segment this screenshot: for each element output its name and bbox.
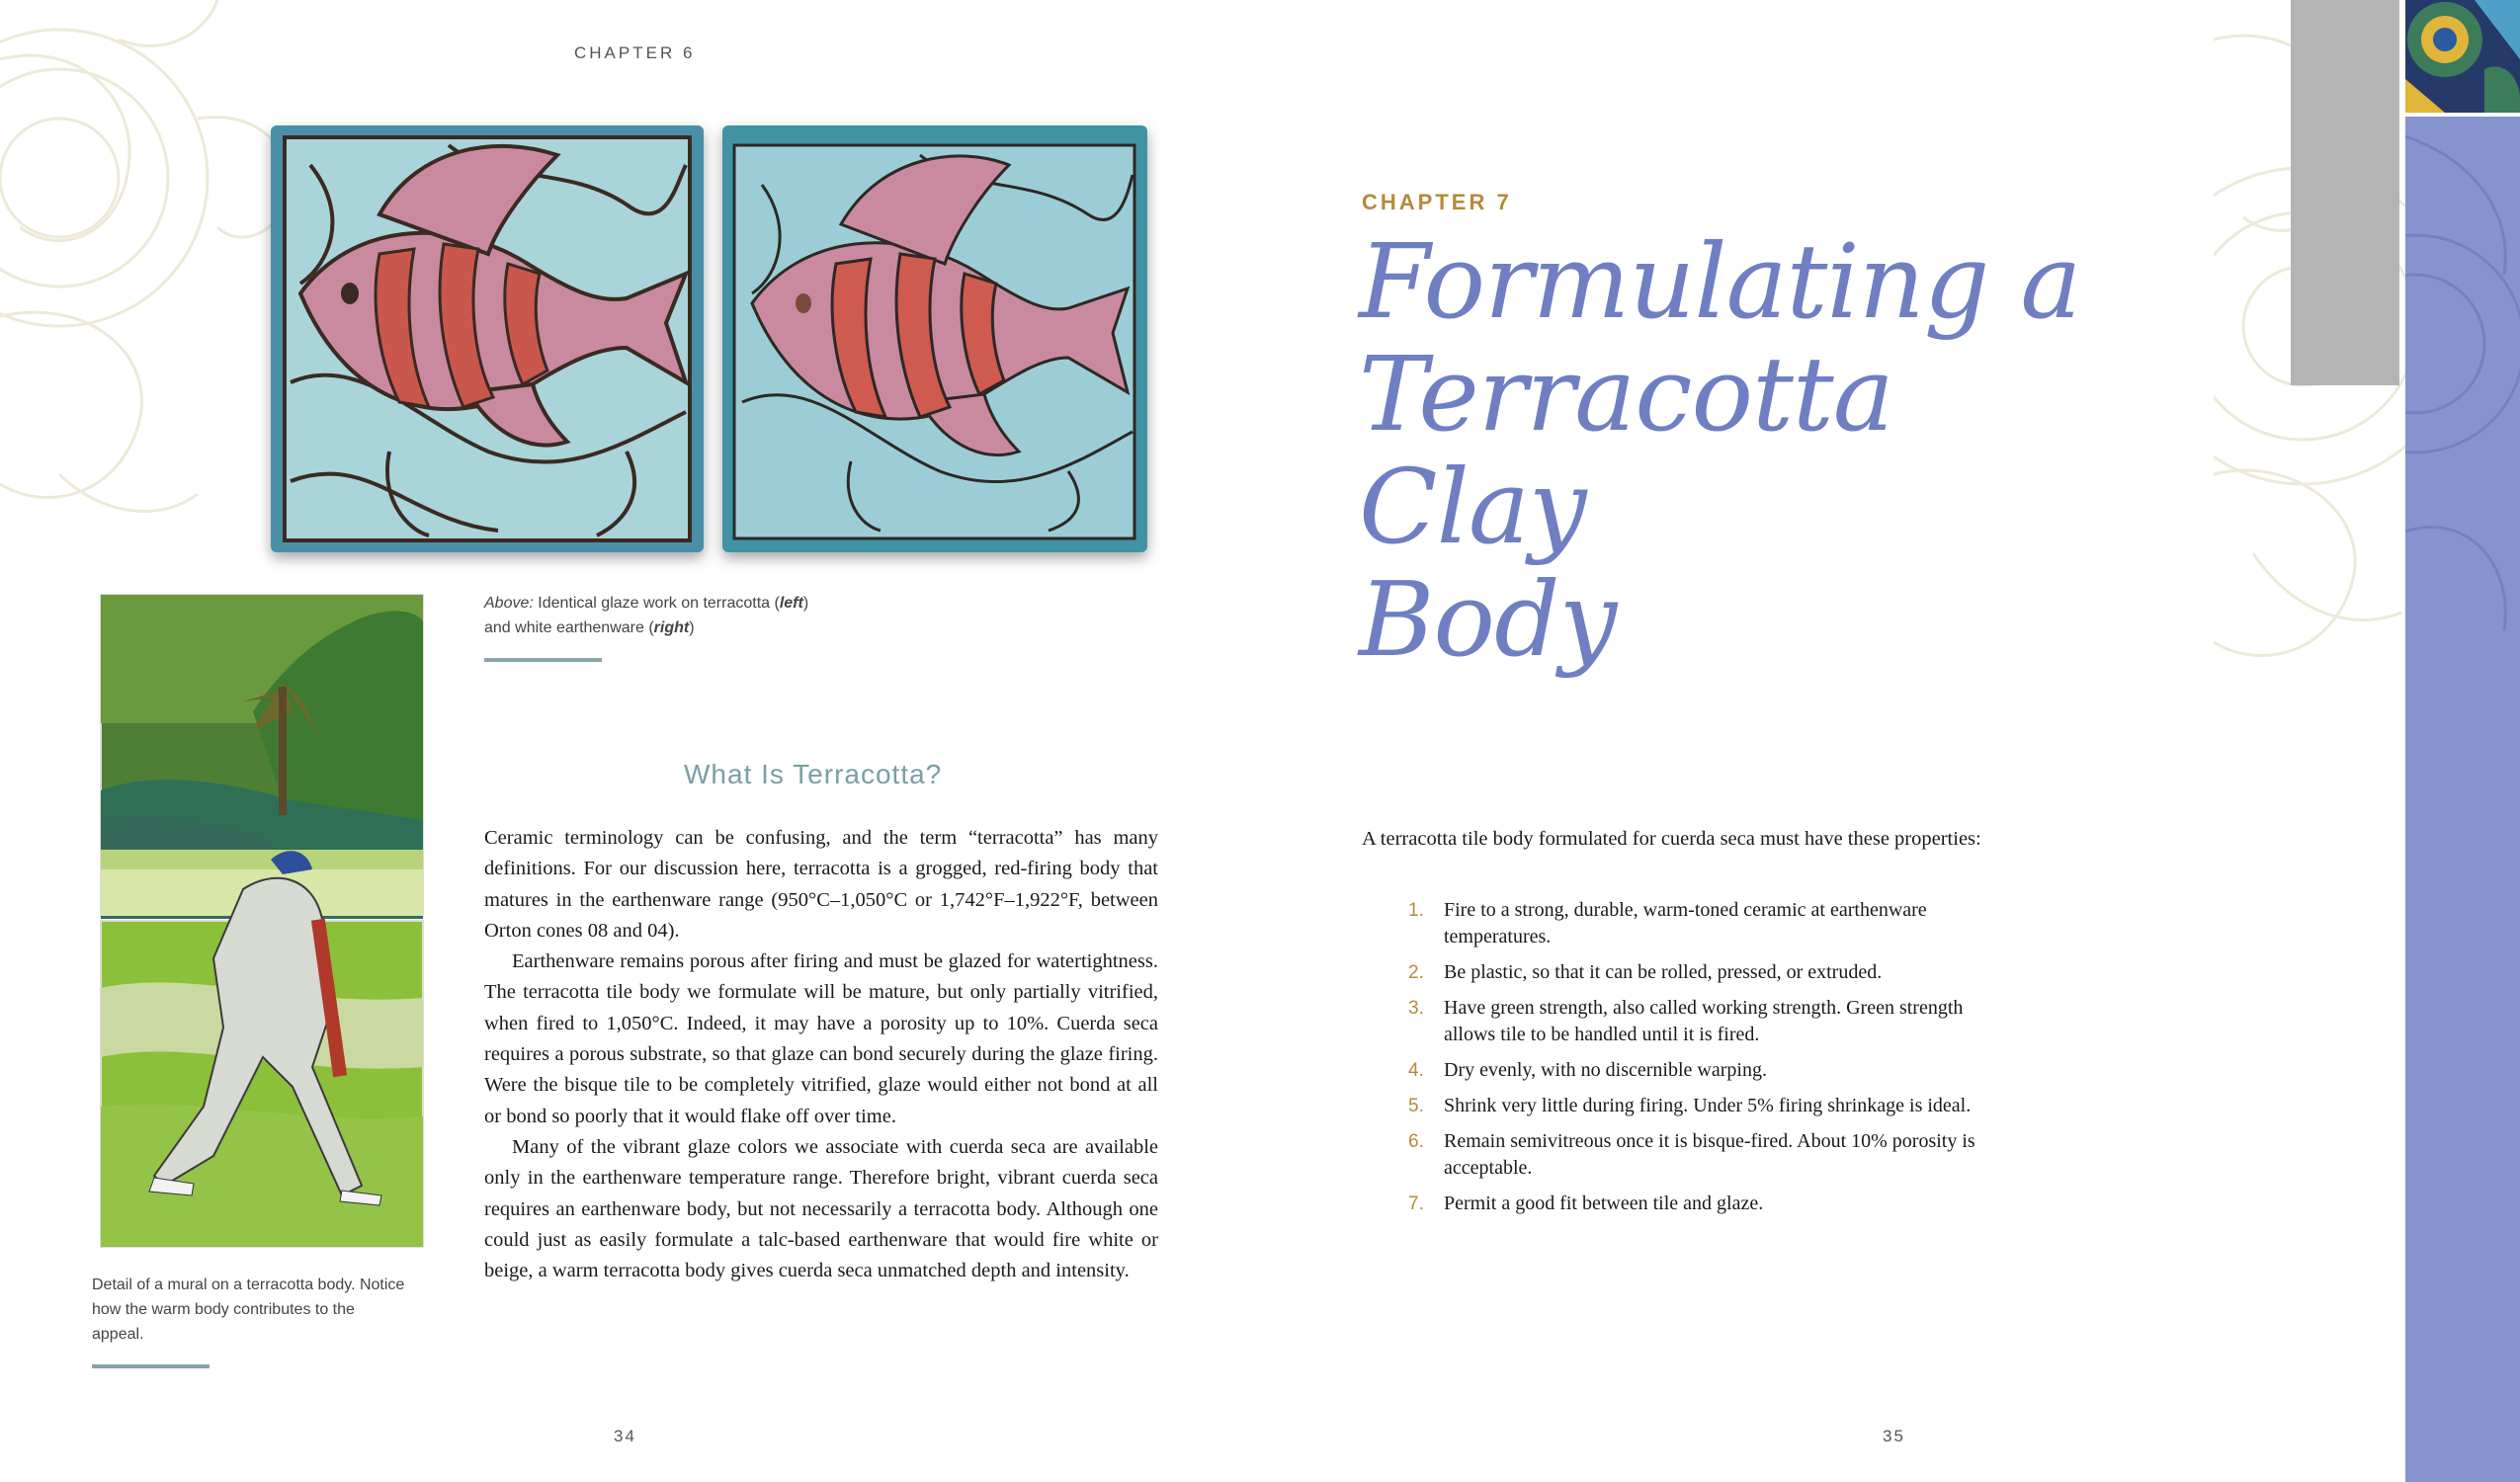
section-heading: What Is Terracotta?	[684, 759, 943, 789]
caption-lead: Above:	[484, 595, 534, 612]
cricket-player-mural	[95, 593, 426, 1249]
page-number-left: 34	[614, 1427, 636, 1445]
caption-rule	[484, 658, 602, 662]
mosaic-pattern	[2405, 0, 2520, 113]
chapter-title	[1359, 221, 2110, 680]
properties-intro: A terracotta tile body formulated for cuerda seca must have these properties:	[1362, 828, 1981, 850]
fish-illustration-earthenware	[722, 125, 1147, 552]
grey-decorative-block	[2291, 0, 2399, 385]
earthenware-fish-tile-image	[722, 125, 1147, 552]
list-item: 3. Have green strength, also called working strength. Green strength allows tile to be handled until it is fired.	[1408, 997, 1964, 1045]
mural-caption: Detail of a mural on a terracotta body. Notice how the warm body contributes to the appeal.	[92, 1276, 405, 1343]
paragraph-1: Ceramic terminology can be confusing, and the term “terracotta” has many definitions. For our discussion here, terracotta is a grogged, red-firing body that matures in the earthenware range (950°C–1,050°C or 1,742°F–1,922°F, between Orton cones 08 and 04).	[484, 827, 1158, 942]
chapter-kicker: CHAPTER 7	[1362, 190, 1512, 214]
list-item: 2. Be plastic, so that it can be rolled, pressed, or extruded.	[1408, 961, 1883, 983]
list-item: 1. Fire to a strong, durable, warm-toned ceramic at earthenware temperatures.	[1408, 899, 1927, 947]
chapter-title-line-1: Formulating a	[1359, 221, 2081, 342]
paragraph-2: Earthenware remains porous after firing and must be glazed for watertightness. The terracotta tile body we formulate will be mature, but only partially vitrified, when fired to 1,050°C. Indeed, it may have a porosity up to 10%. Cuerda seca requires a porous substrate, so that glaze can bond securely during the glaze firing. Were the bisque tile to be completely vitrified, glaze would either not bond at all or bond so poorly that it would flake off over time.	[484, 950, 1158, 1127]
chapter-title-line-3: Body	[1359, 559, 1617, 680]
band-ornament	[2405, 117, 2520, 709]
page-number-right: 35	[1883, 1427, 1905, 1445]
running-head: CHAPTER 6	[574, 43, 696, 62]
blue-side-band	[2405, 117, 2520, 1482]
mural-detail-image	[95, 593, 426, 1249]
right-page	[1260, 0, 2520, 1482]
body-text	[484, 823, 1158, 1286]
tile-comparison-caption: Above: Identical glaze work on terracotta (left) and white earthenware (right)	[484, 595, 809, 636]
list-item: 7. Permit a good fit between tile and glaze.	[1408, 1193, 1764, 1214]
mural-caption-rule	[92, 1364, 210, 1368]
list-item: 6. Remain semivitreous once it is bisque-fired. About 10% porosity is acceptable.	[1408, 1130, 1975, 1179]
list-item: 5. Shrink very little during firing. Under 5% firing shrinkage is ideal.	[1408, 1095, 1972, 1116]
properties-list	[1398, 897, 2011, 1226]
paragraph-3: Many of the vibrant glaze colors we associate with cuerda seca are available only in the earthenware temperature range. Therefore bright, vibrant cuerda seca requires an earthenware body, but not necessarily a terracotta body. Although one could just as easily formulate a talc-based earthenware that would fire white or beige, a warm terracotta body gives cuerda seca unmatched depth and intensity.	[484, 1135, 1158, 1282]
chapter-title-line-2: Terracotta Clay	[1359, 334, 1893, 567]
fish-illustration-terracotta	[271, 125, 704, 552]
list-item: 4. Dry evenly, with no discernible warping.	[1408, 1059, 1767, 1081]
terracotta-fish-tile-image	[271, 125, 704, 552]
mosaic-tile-thumbnail	[2405, 0, 2520, 113]
